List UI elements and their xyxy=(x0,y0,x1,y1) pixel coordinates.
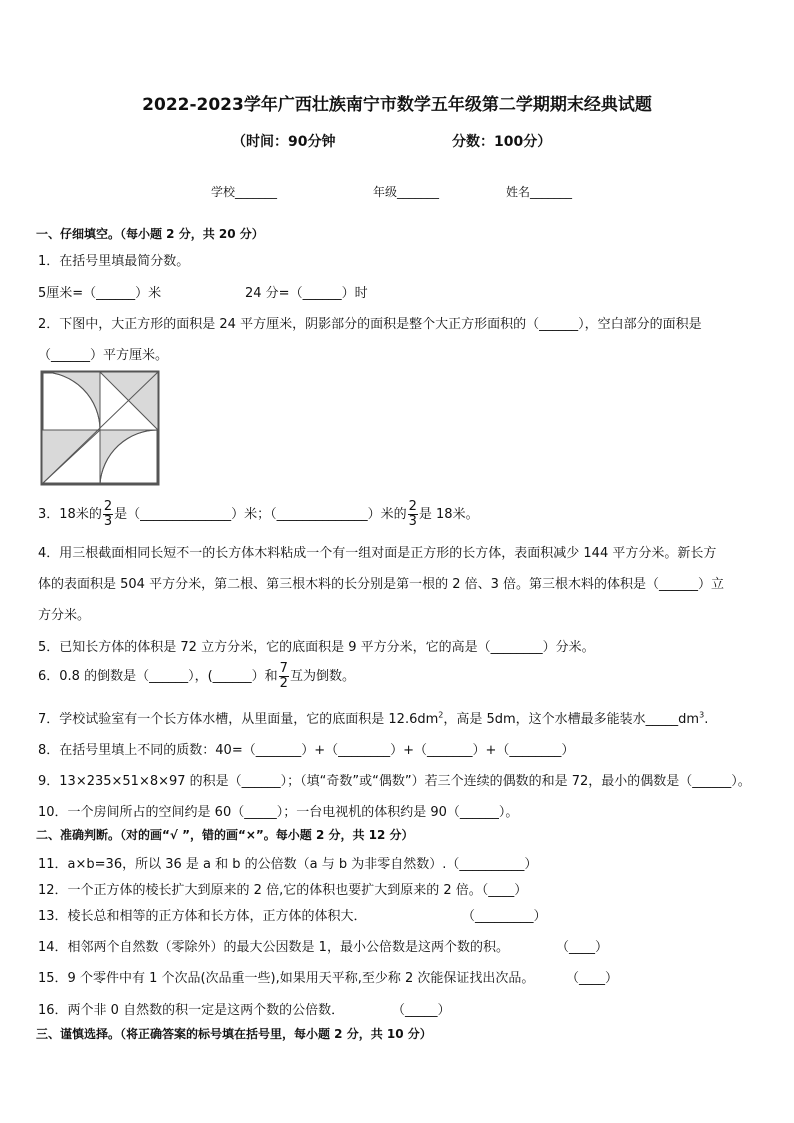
q3-fraction-1: $\frac{2}{3}$ xyxy=(103,499,113,529)
name-field[interactable]: 姓名_______ xyxy=(506,185,573,199)
section-1-heading: 一、仔细填空。（每小题 2 分，共 20 分） xyxy=(36,227,264,241)
q14-answer-blank[interactable]: （____） xyxy=(556,940,609,955)
q3-fraction-2: $\frac{2}{3}$ xyxy=(408,499,417,529)
q3 xyxy=(38,500,479,529)
q3-part1: 3．18米的 xyxy=(38,507,102,522)
q15-answer-blank[interactable]: （____） xyxy=(566,971,619,986)
section-3-heading: 三、谨慎选择。（将正确答案的标号填在括号里，每小题 2 分，共 10 分） xyxy=(36,1027,432,1041)
q6 xyxy=(38,662,355,691)
exam-score: 分数：100分） xyxy=(452,134,552,150)
q9: 9．13×235×51×8×97 的积是（______）；（填“奇数”或“偶数”）若三个连续的偶数的和是 72，最小的偶数是（______）。 xyxy=(38,774,751,789)
q6-part2: 互为倒数。 xyxy=(289,669,355,684)
q6-part1: 6．0.8 的倒数是（______），(______）和 xyxy=(38,669,278,684)
q7: 7．学校试验室有一个长方体水槽，从里面量，它的底面积是 $12.6dm^2$，高是 5dm，这个水槽最多能装水$\_\_\_\_\_dm^3$. xyxy=(38,710,709,727)
exam-time: （时间：90分钟 xyxy=(232,134,336,150)
q5: 5．已知长方体的体积是 72 立方分米，它的底面积是 9 平方分米，它的高是（________）分米。 xyxy=(38,640,595,655)
q16-answer-blank[interactable]: （_____） xyxy=(392,1003,451,1018)
q10: 10．一个房间所占的空间约是 60（_____）；一台电视机的体积约是 90（______）。 xyxy=(38,805,519,820)
q12: 12．一个正方体的棱长扩大到原来的 2 倍,它的体积也要扩大到原来的 2 倍。（____） xyxy=(38,883,528,898)
q8: 8．在括号里填上不同的质数：40=（_______）+（________）+（_______）+（________） xyxy=(38,743,575,758)
q2-line1: 2．下图中，大正方形的面积是 24 平方厘米，阴影部分的面积是整个大正方形面积的（______），空白部分的面积是 xyxy=(38,317,702,332)
q13-answer-blank[interactable]: （_________） xyxy=(462,909,547,924)
q6-fraction: $\frac{7}{2}$ xyxy=(279,661,288,691)
page-title: 2022-2023学年广西壮族南宁市数学五年级第二学期期末经典试题 xyxy=(142,95,652,115)
q4-line1: 4．用三根截面相同长短不一的长方体木料粘成一个有一组对面是正方形的长方体，表面积减少 144 平方分米。新长方 xyxy=(38,546,717,561)
square-figure-icon xyxy=(40,370,160,486)
q4-line2: 体的表面积是 504 平方分米，第二根、第三根木料的长分别是第一根的 2 倍、3 倍。第三根木料的体积是（______）立 xyxy=(38,577,725,592)
q4-line3: 方分米。 xyxy=(38,608,91,623)
q14: 14．相邻两个自然数（零除外）的最大公因数是 1，最小公倍数是这两个数的积。 xyxy=(38,940,509,955)
q3-part3: 是 18米。 xyxy=(418,507,479,522)
q15: 15．9 个零件中有 1 个次品(次品重一些),如果用天平称,至少称 2 次能保证找出次品。 xyxy=(38,971,535,986)
school-field[interactable]: 学校_______ xyxy=(211,185,278,199)
section-2-heading: 二、准确判断。（对的画“√ ”，错的画“×”。每小题 2 分，共 12 分） xyxy=(36,828,414,842)
q1-part-b: 24 分=（______）时 xyxy=(245,286,368,301)
q2-line2: （______）平方厘米。 xyxy=(38,348,169,363)
q3-part2: 是（______________）米；（______________）米的 xyxy=(114,507,407,522)
q1-part-a: 5厘米=（______）米 xyxy=(38,286,162,301)
q11: 11．a×b=36，所以 36 是 a 和 b 的公倍数（a 与 b 为非零自然数）.（__________） xyxy=(38,857,538,872)
grade-field[interactable]: 年级_______ xyxy=(373,185,440,199)
q13: 13．棱长总和相等的正方体和长方体，正方体的体积大． xyxy=(38,909,367,924)
q16: 16．两个非 0 自然数的积一定是这两个数的公倍数． xyxy=(38,1003,345,1018)
q1-stem: 1．在括号里填最简分数。 xyxy=(38,254,190,269)
